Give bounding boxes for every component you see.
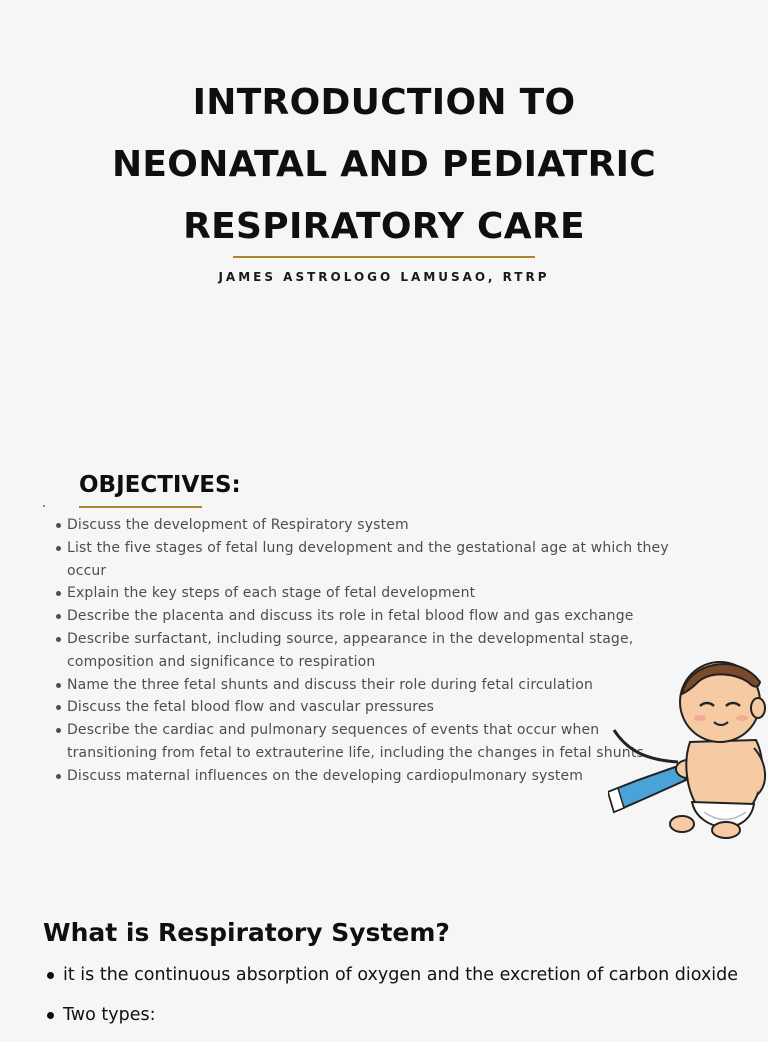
- objectives-divider: [79, 506, 202, 508]
- objective-item: Describe surfactant, including source, appearance in the developmental stage, composition and significance to respiration: [53, 628, 673, 674]
- objective-item: Discuss maternal influences on the developing cardiopulmonary system: [53, 765, 673, 788]
- objective-item: Discuss the development of Respiratory system: [53, 514, 673, 537]
- title-divider: [233, 256, 535, 258]
- baby-with-stethoscope-icon: [608, 652, 768, 842]
- title-line-2: NEONATAL AND PEDIATRIC: [111, 144, 657, 185]
- author-name: JAMES ASTROLOGO LAMUSAO, RTRP: [218, 270, 550, 284]
- definition-item: it is the continuous absorption of oxygen and the excretion of carbon dioxide: [43, 962, 753, 1002]
- objectives-list: [53, 514, 673, 788]
- objective-item: Describe the placenta and discuss its role in fetal blood flow and gas exchange: [53, 605, 673, 628]
- objective-item: Name the three fetal shunts and discuss their role during fetal circulation: [53, 674, 673, 697]
- definition-item: Two types:: [43, 1002, 753, 1042]
- title-line-3: RESPIRATORY CARE: [183, 206, 585, 247]
- objective-item: Explain the key steps of each stage of fetal development: [53, 582, 673, 605]
- slide-title: [40, 72, 728, 258]
- respiratory-system-heading: What is Respiratory System?: [43, 918, 450, 947]
- objective-item: List the five stages of fetal lung development and the gestational age at which they occur: [53, 537, 673, 583]
- respiratory-definition-list: [43, 962, 753, 1042]
- objective-item: Discuss the fetal blood flow and vascular pressures: [53, 696, 673, 719]
- objectives-heading: OBJECTIVES:: [79, 472, 241, 498]
- stray-dot: [43, 505, 45, 507]
- title-line-1: INTRODUCTION TO: [192, 82, 576, 123]
- objective-item: Describe the cardiac and pulmonary sequences of events that occur when transitioning from fetal to extrauterine life, including the changes in fetal shunts: [53, 719, 673, 765]
